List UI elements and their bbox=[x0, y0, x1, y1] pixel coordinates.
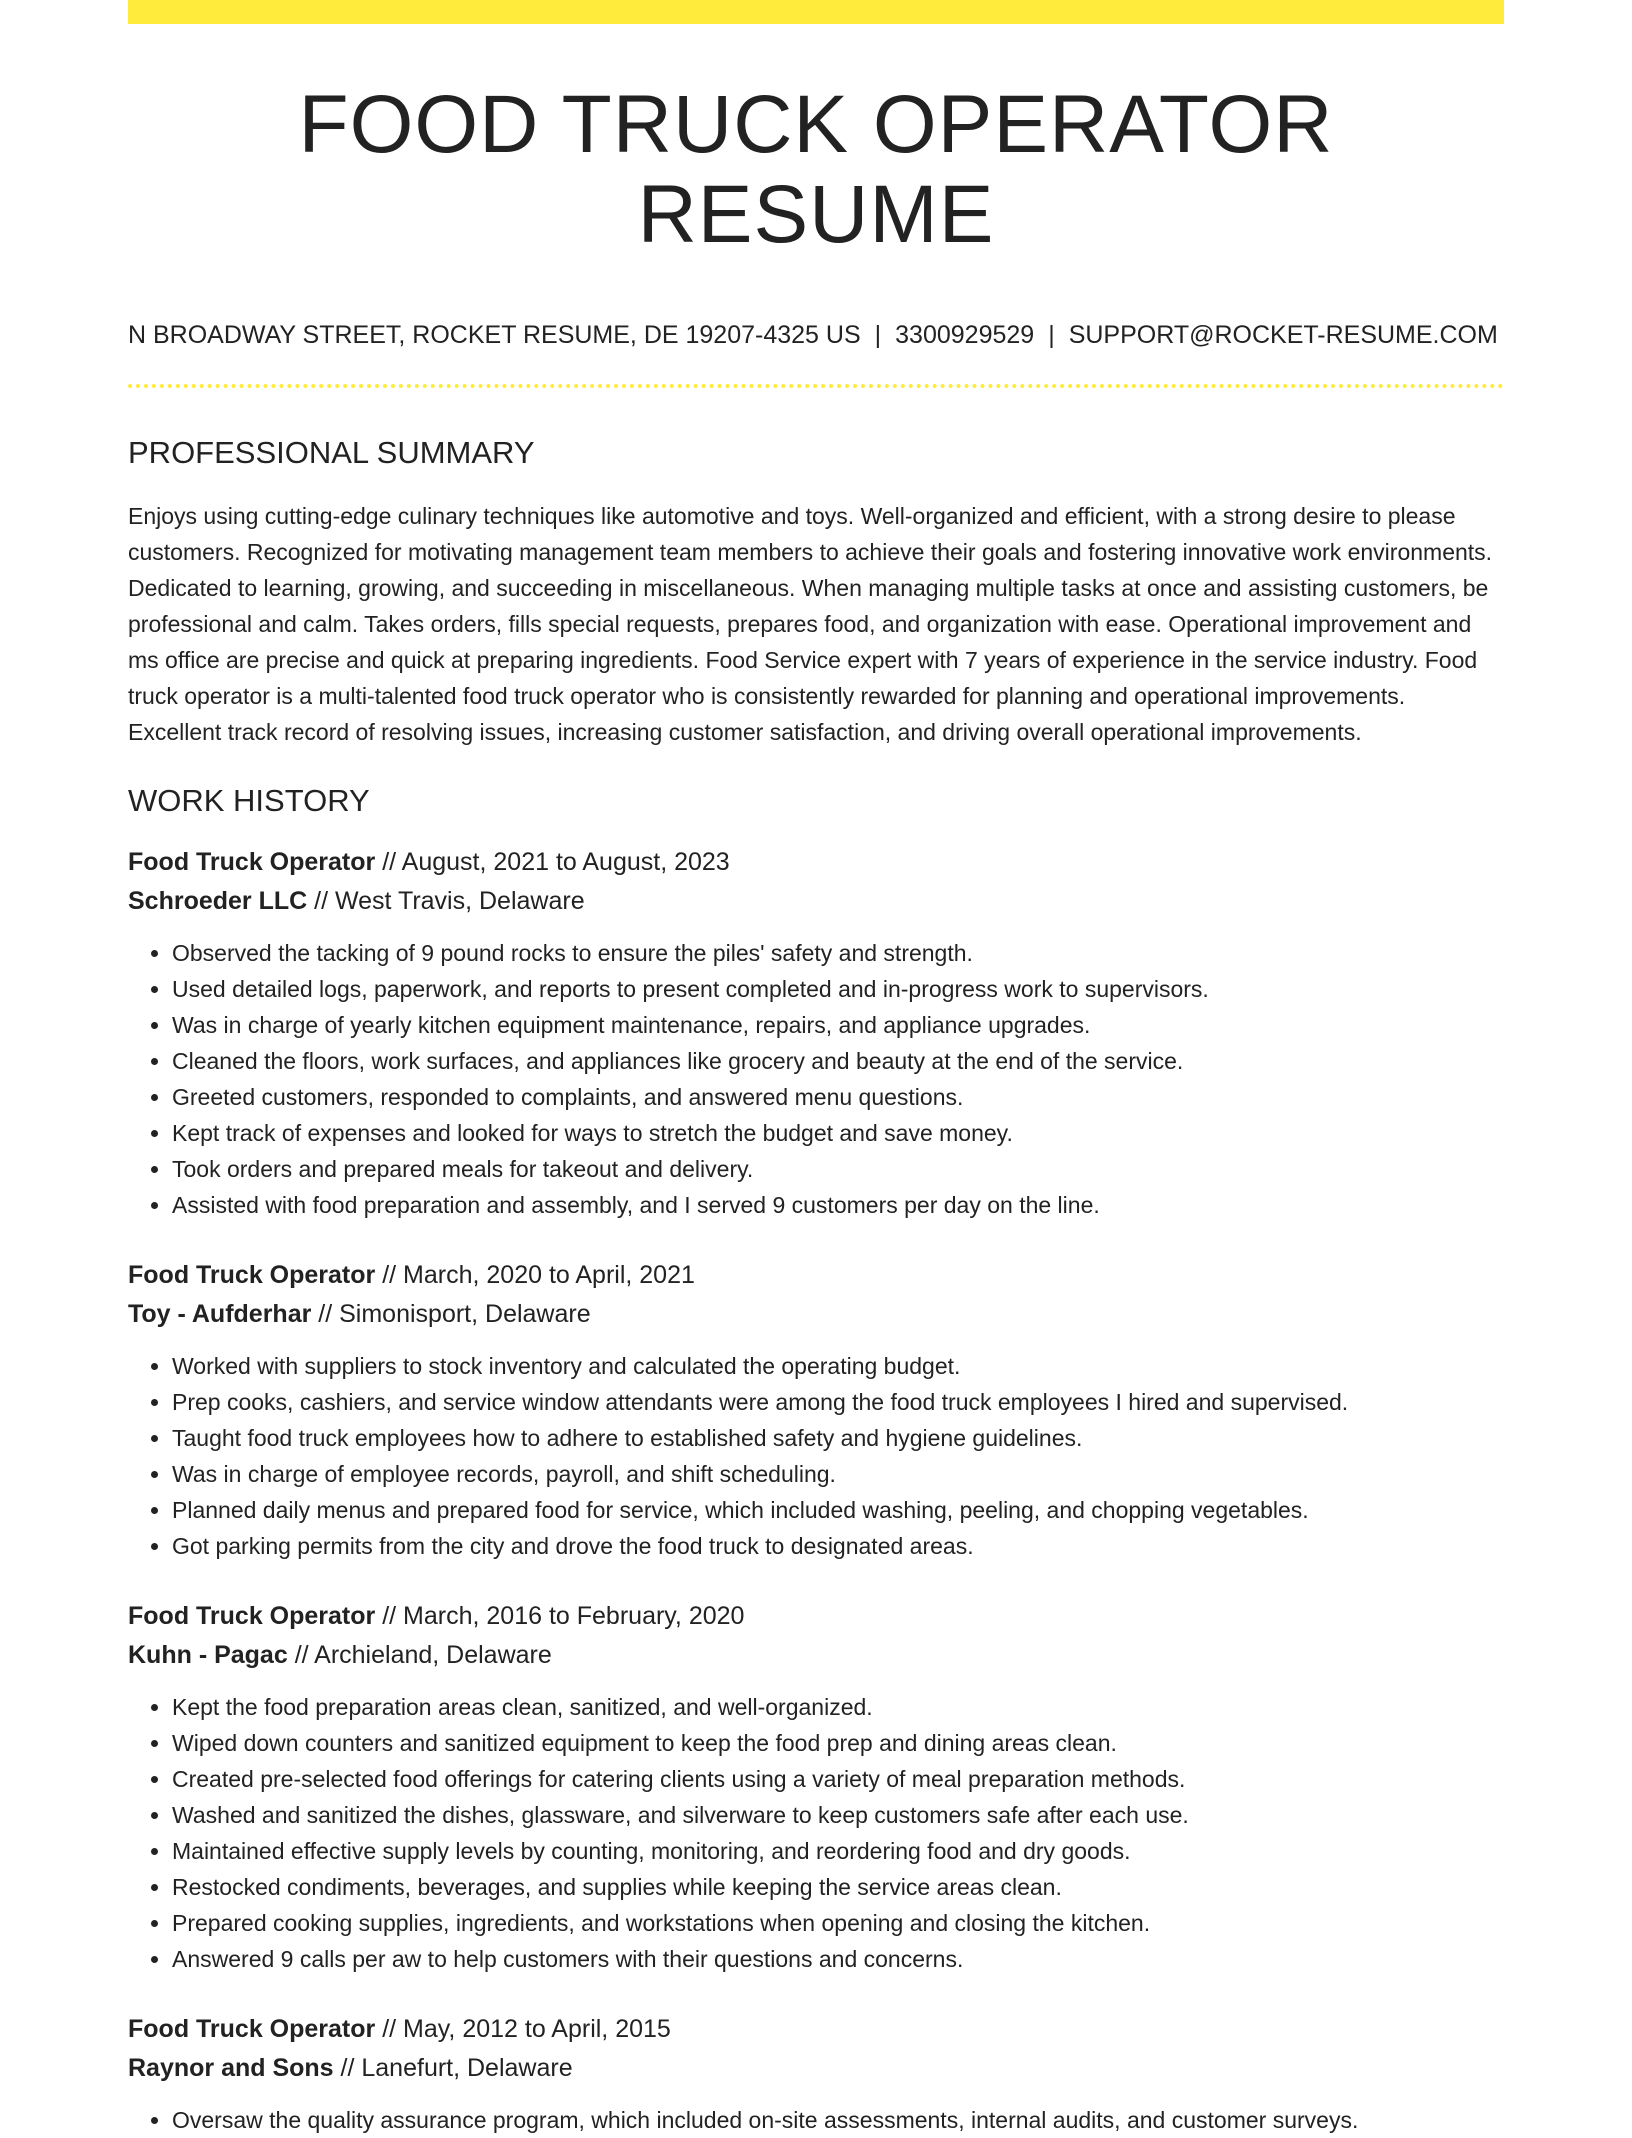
job-title-line bbox=[128, 1256, 1504, 1295]
list-item: • Prepared cooking supplies, ingredients, and workstations when opening and closing the kitchen. bbox=[172, 1905, 1504, 1941]
list-item: • Was in charge of employee records, payroll, and shift scheduling. bbox=[172, 1456, 1504, 1492]
list-item: • Was in charge of yearly kitchen equipment maintenance, repairs, and appliance upgrades. bbox=[172, 1007, 1504, 1043]
list-item: • Observed the tacking of 9 pound rocks to ensure the piles' safety and strength. bbox=[172, 935, 1504, 971]
work-history-heading: WORK HISTORY bbox=[128, 782, 370, 818]
list-item: • Planned daily menus and prepared food for service, which included washing, peeling, and chopping vegetables. bbox=[172, 1492, 1504, 1528]
contact-email: SUPPORT@ROCKET-RESUME.COM bbox=[1068, 321, 1498, 350]
list-item: • Taught food truck employees how to adhere to established safety and hygiene guidelines. bbox=[172, 1420, 1504, 1456]
list-item: • Created pre-selected food offerings for catering clients using a variety of meal preparation methods. bbox=[172, 1761, 1504, 1797]
contact-separator: | bbox=[874, 321, 882, 350]
job-location: // Archieland, Delaware bbox=[287, 1640, 552, 1669]
contact-separator: | bbox=[1048, 321, 1055, 350]
list-item: • Washed and sanitized the dishes, glassware, and silverware to keep customers safe after each use. bbox=[172, 1797, 1504, 1833]
job-role: Food Truck Operator bbox=[128, 847, 376, 876]
job-company: Kuhn - Pagac bbox=[128, 1640, 288, 1669]
list-item: • Answered 9 calls per aw to help customers with their questions and concerns. bbox=[172, 1941, 1504, 1977]
resume-title: FOOD TRUCK OPERATOR RESUME bbox=[298, 79, 1334, 261]
list-item: • Worked with suppliers to stock inventory and calculated the operating budget. bbox=[172, 1348, 1504, 1384]
list-item: • Restocked condiments, beverages, and supplies while keeping the service areas clean. bbox=[172, 1869, 1504, 1905]
contact-address: N BROADWAY STREET, ROCKET RESUME, DE 19207-4325 US bbox=[128, 321, 861, 350]
list-item: • Oversaw the quality assurance program, which included on-site assessments, internal audits, and customer surveys. bbox=[172, 2102, 1504, 2138]
job-company: Toy - Aufderhar bbox=[128, 1299, 312, 1328]
job-dates: // March, 2016 to February, 2020 bbox=[375, 1601, 745, 1630]
job-list bbox=[128, 843, 1504, 2138]
list-item: • Wiped down counters and sanitized equipment to keep the food prep and dining areas clean. bbox=[172, 1725, 1504, 1761]
summary-heading: PROFESSIONAL SUMMARY bbox=[128, 435, 535, 471]
job-duties-list bbox=[128, 1689, 1504, 1977]
list-item: • Prep cooks, cashiers, and service window attendants were among the food truck employees I hired and supervised. bbox=[172, 1384, 1504, 1420]
job-entry bbox=[128, 843, 1504, 1223]
job-company-line bbox=[128, 2049, 1504, 2088]
job-role: Food Truck Operator bbox=[128, 1260, 376, 1289]
job-duties-list bbox=[128, 1348, 1504, 1564]
list-item: • Got parking permits from the city and drove the food truck to designated areas. bbox=[172, 1528, 1504, 1564]
job-title-line bbox=[128, 843, 1504, 882]
job-company: Raynor and Sons bbox=[128, 2053, 334, 2082]
job-company: Schroeder LLC bbox=[128, 886, 308, 915]
job-company-line bbox=[128, 1295, 1504, 1334]
resume-page bbox=[128, 0, 1504, 2138]
accent-top-bar bbox=[128, 0, 1504, 24]
job-dates: // August, 2021 to August, 2023 bbox=[375, 847, 730, 876]
job-duties-list bbox=[128, 935, 1504, 1223]
job-company-line bbox=[128, 882, 1504, 921]
job-title-line bbox=[128, 1597, 1504, 1636]
job-location: // Lanefurt, Delaware bbox=[333, 2053, 573, 2082]
job-location: // Simonisport, Delaware bbox=[311, 1299, 591, 1328]
job-location: // West Travis, Delaware bbox=[307, 886, 585, 915]
dotted-divider bbox=[128, 384, 1504, 388]
job-role: Food Truck Operator bbox=[128, 1601, 376, 1630]
job-role: Food Truck Operator bbox=[128, 2014, 376, 2043]
job-title-line bbox=[128, 2010, 1504, 2049]
job-entry bbox=[128, 1256, 1504, 1564]
job-entry bbox=[128, 1597, 1504, 1977]
job-duties-list bbox=[128, 2102, 1504, 2138]
contact-phone: 3300929529 bbox=[895, 321, 1035, 350]
contact-line bbox=[128, 320, 1504, 350]
list-item: • Used detailed logs, paperwork, and reports to present completed and in-progress work to supervisors. bbox=[172, 971, 1504, 1007]
list-item: • Maintained effective supply levels by counting, monitoring, and reordering food and dry goods. bbox=[172, 1833, 1504, 1869]
summary-text: Enjoys using cutting-edge culinary techniques like automotive and toys. Well-organized and efficient, with a strong desire to please customers. Recognized for motivating management team members to achieve their goals and fostering innovative work environments. Dedicated to learning, growing, and succeeding in miscellaneous. When managing multiple tasks at once and assisting customers, be professional and calm. Takes orders, fills special requests, prepares food, and organization with ease. Operational improvement and ms office are precise and quick at preparing ingredients. Food Service expert with 7 years of experience in the service industry. Food truck operator is a multi-talented food truck operator who is consistently rewarded for planning and operational improvements. Excellent track record of resolving issues, increasing customer satisfaction, and driving overall operational improvements. bbox=[128, 502, 1493, 745]
list-item: • Kept track of expenses and looked for ways to stretch the budget and save money. bbox=[172, 1115, 1504, 1151]
list-item: • Kept the food preparation areas clean, sanitized, and well-organized. bbox=[172, 1689, 1504, 1725]
job-company-line bbox=[128, 1636, 1504, 1675]
list-item: • Took orders and prepared meals for takeout and delivery. bbox=[172, 1151, 1504, 1187]
list-item: • Cleaned the floors, work surfaces, and appliances like grocery and beauty at the end of the service. bbox=[172, 1043, 1504, 1079]
job-dates: // May, 2012 to April, 2015 bbox=[375, 2014, 671, 2043]
job-dates: // March, 2020 to April, 2021 bbox=[375, 1260, 695, 1289]
list-item: • Greeted customers, responded to complaints, and answered menu questions. bbox=[172, 1079, 1504, 1115]
list-item: • Assisted with food preparation and assembly, and I served 9 customers per day on the line. bbox=[172, 1187, 1504, 1223]
job-entry bbox=[128, 2010, 1504, 2138]
